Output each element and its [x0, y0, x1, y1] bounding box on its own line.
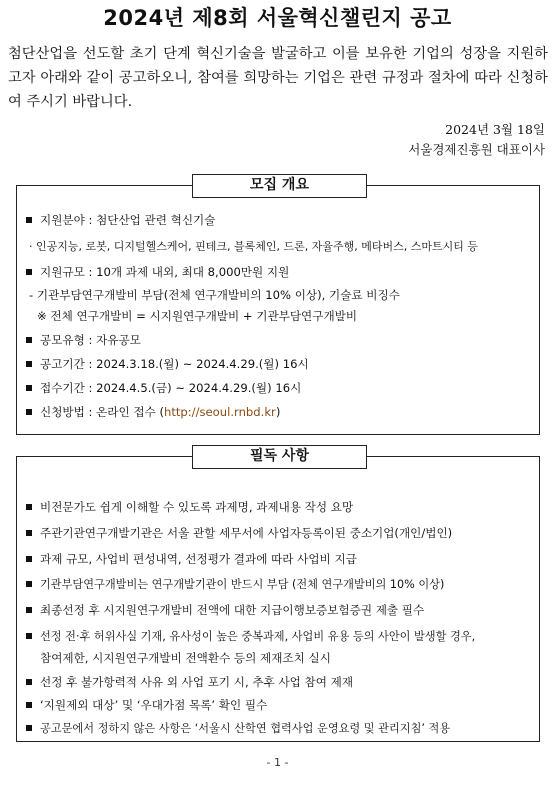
- bullet-icon: [26, 409, 32, 415]
- note-text: 최종선정 후 시지원연구개발비 전액에 대한 지급이행보증보험증권 제출 필수: [40, 603, 425, 617]
- bullet-icon: [26, 607, 32, 613]
- overview-method: [26, 404, 280, 420]
- overview-type-text: 공모유형 : 자유공모: [40, 333, 141, 347]
- note-item: [26, 697, 267, 713]
- overview-type: [26, 332, 141, 348]
- page-number: - 1 -: [266, 756, 289, 769]
- note-text: 비전문가도 쉽게 이해할 수 있도록 과제명, 과제내용 작성 요망: [40, 500, 354, 514]
- notes-heading: 필독 사항: [192, 445, 367, 469]
- overview-field-detail: · 인공지능, 로봇, 디지털헬스케어, 핀테크, 블록체인, 드론, 자율주행, 메타버스, 스마트시티 등: [29, 240, 478, 253]
- note-item-continued: 참여제한, 시지원연구개발비 전액환수 등의 제재조치 실시: [40, 651, 331, 665]
- overview-apply-period: [26, 380, 301, 396]
- note-item: [26, 576, 444, 592]
- overview-notice-period-text: 공고기간 : 2024.3.18.(월) ~ 2024.4.29.(월) 16시: [40, 357, 309, 371]
- overview-scale-note: ※ 전체 연구개발비 = 시지원연구개발비 + 기관부담연구개발비: [37, 309, 358, 323]
- bullet-icon: [26, 581, 32, 587]
- overview-heading: 모집 개요: [192, 174, 367, 198]
- overview-field-text: 지원분야 : 첨단산업 관련 혁신기술: [40, 213, 216, 227]
- note-item: [26, 499, 353, 515]
- bullet-icon: [26, 385, 32, 391]
- overview-scale: [26, 264, 289, 280]
- application-link[interactable]: http://seoul.rnbd.kr: [163, 405, 276, 419]
- bullet-icon: [26, 530, 32, 536]
- note-item: [26, 720, 450, 736]
- note-item: [26, 602, 424, 618]
- overview-notice-period: [26, 356, 309, 372]
- page-title: 2024년 제8회 서울혁신챌린지 공고: [103, 6, 452, 30]
- overview-method-suffix: ): [275, 405, 281, 419]
- date-block: [408, 120, 545, 160]
- bullet-icon: [26, 556, 32, 562]
- note-text: 과제 규모, 사업비 편성내역, 선정평가 결과에 따라 사업비 지급: [40, 552, 357, 566]
- note-text: 주관기관연구개발기관은 서울 관할 세무서에 사업자등록이된 중소기업(개인/법인): [40, 526, 453, 540]
- overview-apply-period-text: 접수기간 : 2024.4.5.(금) ~ 2024.4.29.(월) 16시: [40, 381, 302, 395]
- bullet-icon: [26, 633, 32, 639]
- note-item: [26, 628, 475, 644]
- overview-scale-detail: - 기관부담연구개발비 부담(전체 연구개발비의 10% 이상), 기술료 비징수: [29, 288, 400, 302]
- bullet-icon: [26, 337, 32, 343]
- issuer: 서울경제진흥원 대표이사: [408, 142, 545, 157]
- bullet-icon: [26, 679, 32, 685]
- bullet-icon: [26, 504, 32, 510]
- note-text: 기관부담연구개발비는 연구개발기관이 반드시 부담 (전체 연구개발비의 10% 이상): [40, 578, 445, 591]
- bullet-icon: [26, 725, 32, 731]
- bullet-icon: [26, 217, 32, 223]
- note-text: 선정 후 불가항력적 사유 외 사업 포기 시, 추후 사업 참여 제재: [40, 675, 354, 689]
- note-text: ‘지원제외 대상’ 및 ‘우대가점 목록’ 확인 필수: [40, 698, 268, 712]
- note-item: [26, 551, 357, 567]
- overview-box: [16, 177, 540, 435]
- note-item: [26, 674, 353, 690]
- overview-scale-text: 지원규모 : 10개 과제 내외, 최대 8,000만원 지원: [40, 265, 290, 279]
- intro-paragraph: 첨단산업을 선도할 초기 단계 혁신기술을 발굴하고 이를 보유한 기업의 성장을 지원하고자 아래와 같이 공고하오니, 참여를 희망하는 기업은 관련 규정과 절차에 따라 신청하여 주시기 바랍니다.: [8, 46, 548, 110]
- note-text: 선정 전·후 허위사실 기재, 유사성이 높은 중복과제, 사업비 유용 등의 사안이 발생할 경우,: [40, 630, 476, 643]
- overview-field: [26, 212, 215, 228]
- notes-box: [16, 448, 540, 742]
- note-item: [26, 525, 452, 541]
- announcement-date: 2024년 3월 18일: [445, 122, 545, 137]
- bullet-icon: [26, 269, 32, 275]
- bullet-icon: [26, 702, 32, 708]
- overview-method-text: 신청방법 : 온라인 접수 (: [40, 405, 164, 419]
- note-text: 공고문에서 정하지 않은 사항은 ‘서울시 산학연 협력사업 운영요령 및 관리지침’ 적용: [40, 722, 451, 735]
- bullet-icon: [26, 361, 32, 367]
